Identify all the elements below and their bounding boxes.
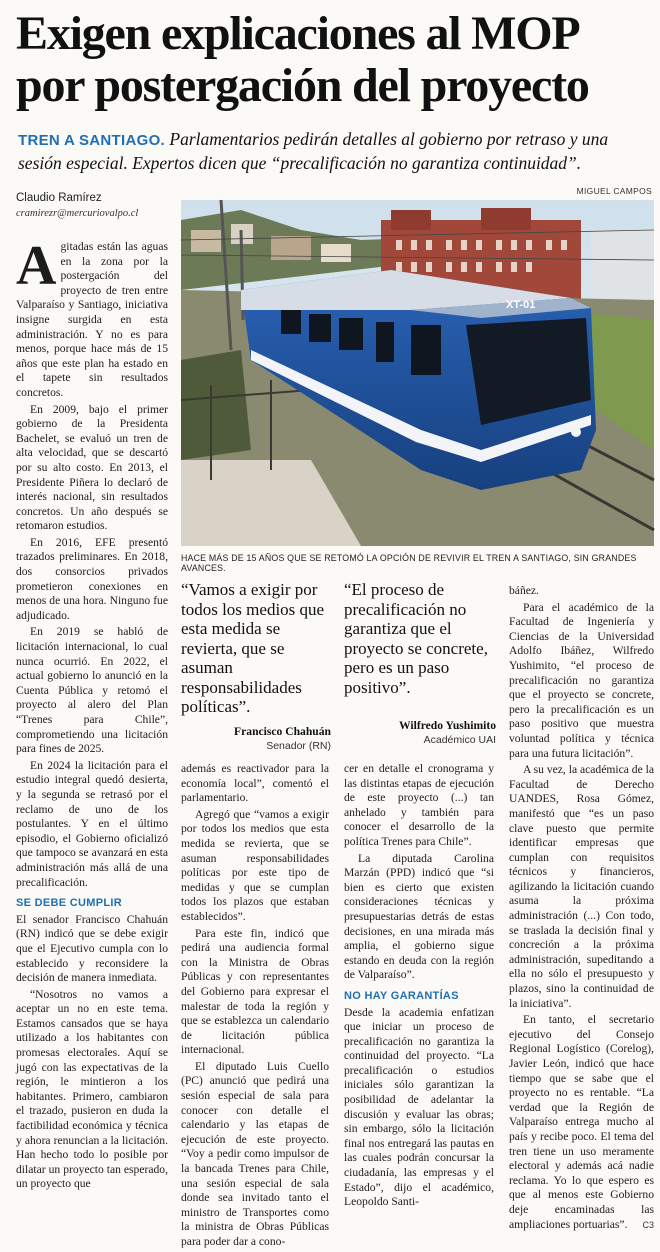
paragraph: báñez.: [509, 584, 539, 597]
paragraph: cer en detalle el cronograma y las distintas etapas de ejecución de este proyecto (...) tan anhelado y también para conocer el desarrollo de la política Trenes para Chile”.: [344, 762, 494, 848]
paragraph: En 2009, bajo el primer gobierno de la Presidenta Bachelet, se evaluó un tren de alta velocidad, que se descartó por su alto costo. En 2013, el Presidente Piñera lo declaró de interés nacional, sin resultados concretos. Un año después se retomaron estudios.: [16, 402, 168, 533]
paragraph: A su vez, la académica de la Facultad de Derecho UANDES, Rosa Gómez, manifestó que “es un paso clave puesto que permite identificar empresas que cumplan con requisitos técnicos y financieros, agilizando la licitación cuando asuma la próxima administración (...) Con todo, se traslada la decisión final y concreción a la próxima administración, supeditando a ella no sólo el presupuesto y plazos, sino la continuidad de la iniciativa”.: [509, 763, 655, 1010]
subhead-no-hay-garantias: NO HAY GARANTÍAS: [344, 989, 459, 1002]
paragraph: Para este fin, indicó que pedirá una audiencia formal con la Ministra de Obras Públicas y con representantes del Gobierno para expresar el malestar de toda la región y que se establezca un calendario de licitación pública internacional.: [181, 926, 329, 1057]
article-column-3: [344, 762, 494, 1212]
pull-quote-2-text: “El proceso de precalificación no garantiza que el proyecto se concrete, pero es un paso positivo”.: [344, 580, 488, 697]
article-column-2: [181, 762, 329, 1252]
paragraph: En 2024 la licitación para el estudio integral quedó desierta, y la segunda se retrasó por el reclamo de uno de los postulantes. Y en el último episodio, el Gobierno oficializó que tampoco se avanzará en esta administración más allá de una precalificación.: [16, 758, 168, 889]
paragraph: Desde la academia enfatizan que iniciar un proceso de precalificación no garantiza la continuidad del proyecto. “La precalificación o estudios iniciales sólo garantizan la posibilidad de adelantar la discusión y evaluar las obras; sin embargo, sólo la licitación final nos entregará las pautas en las cuales podrán concursar la ciudadanía, las empresas y el Estado”, dijo el académico, Leopoldo Santi-: [344, 1005, 494, 1209]
pull-quote-1-author: Francisco Chahuán: [234, 724, 331, 738]
train-illustration: [181, 200, 654, 546]
paragraph: El diputado Luis Cuello (PC) anunció que pedirá una sesión especial de sala para conocer con detalle el calendario y las etapas de ejecución de este proyecto. “Voy a pedir como impulsor de la bancada Trenes para Chile, una sesión especial de sala donde sea invitado tanto el ministro de Transportes como la ministra de Obras Públicas para poder dar a cono-: [181, 1059, 329, 1248]
photo-credit: MIGUEL CAMPOS: [576, 186, 652, 196]
article-column-4: [509, 584, 654, 1234]
pull-quote-1: [181, 580, 331, 753]
deck-kicker: TREN A SANTIAGO.: [18, 132, 166, 149]
article-column-1: [16, 235, 168, 1194]
train-photo: [181, 200, 654, 546]
pull-quote-2: [344, 580, 496, 747]
photo-caption: HACE MÁS DE 15 AÑOS QUE SE RETOMÓ LA OPCIÓN DE REVIVIR EL TREN A SANTIAGO, SIN GRANDES AVANCES.: [181, 553, 637, 573]
paragraph: Agregó que “vamos a exigir por todos los medios que esta medida se revierta, que se asuman responsabilidades políticas por este tipo de medidas y que se cumplan todos los plazos que estaban establecidos”.: [181, 807, 329, 923]
headline-line-2: por postergación del proyecto: [16, 59, 589, 112]
paragraph-text: gitadas están las aguas en la zona por la postergación del proyecto de tren entre Valparaíso y Santiago, iniciativa insigne surgida en esta administración. Y no es para menos, porque hace más de 15 años que este plan ha estado en el tapete sin resultados concretos.: [16, 240, 168, 399]
paragraph: Para el académico de la Facultad de Ingeniería y Ciencias de la Universidad Adolfo Ibáñez, Wilfredo Yushimito, “el proceso de precalificación no garantiza que el proyecto se concrete, pero la precalificación es un paso positivo que muestra voluntad política y técnica para una futura licitación”.: [509, 600, 654, 760]
paragraph: [509, 1013, 654, 1232]
pull-quote-2-role: Académico UAI: [423, 734, 496, 746]
paragraph: El senador Francisco Chahuán (RN) indicó que se debe exigir que el Ejecutivo cumpla con lo establecido y reconsidere la decisión de manera inmediata.: [16, 912, 168, 985]
subhead-se-debe-cumplir: SE DEBE CUMPLIR: [16, 897, 122, 910]
pull-quote-2-author: Wilfredo Yushimito: [399, 719, 496, 732]
author-email: cramirezr@mercuriovalpo.cl: [16, 208, 139, 219]
paragraph: La diputada Carolina Marzán (PPD) indicó que “si bien es cierto que existen consideraciones técnicas y presupuestarias detrás de estas decisiones, en una mirada más amplia, el gobierno sigue estando en deuda con la región de Valparaíso”.: [344, 851, 494, 982]
drop-cap: A: [16, 235, 57, 297]
pull-quote-1-text: “Vamos a exigir por todos los medios que esta medida se revierta, que se asuman responsabilidades políticas”.: [181, 580, 325, 716]
headline: [16, 8, 646, 112]
deck: [18, 128, 646, 175]
author-name: Claudio Ramírez: [16, 192, 102, 204]
paragraph: En 2019 se habló de licitación internacional, lo cual nunca ocurrió. En 2022, el actual gobierno lo anunció en la Cuenta Pública y retomó el proyecto al alero del Plan “Trenes para Chile”, comprometiendo una licitación para fines de 2025.: [16, 625, 168, 756]
paragraph: “Nosotros no vamos a aceptar un no en este tema. Estamos cansados que se haya utilizado a los habitantes con promesas electorales. Aquí se jugó con las expectativas de la región, le mintieron a los habitantes. Primero, cambiaron el trazado, pusieron en duda la factibilidad económica y técnica y ahora renuncian a la licitación. Han hecho todo lo posible por dilatar un proyecto tan esperado, un proyecto que: [16, 987, 168, 1191]
paragraph: [16, 235, 168, 401]
paragraph-text: En tanto, el secretario ejecutivo del Consejo Regional Logístico (Corelog), Javier León, indicó que hace tiempo que se sabe que el proyecto no es rentable. “La verdad que la Región de Valparaíso entrega mucho al país y recibe poco. El tema del tren tiene un uso meramente electoral y además acá nadie reclama. Yo lo que espero es que al menos este Gobierno deje encaminadas las ampliaciones portuarias”.: [509, 1013, 654, 1231]
pull-quote-1-role: Senador (RN): [266, 739, 331, 752]
deck-text: Parlamentarios pedirán detalles al gobierno por retraso y una sesión especial. Expertos dicen que “precalificación no garantiza continuidad”.: [18, 129, 609, 173]
paragraph: En 2016, EFE presentó trazados preliminares. En 2018, dos consorcios privados prometieron conexiones en menos de una hora. Ninguno fue adjudicado.: [16, 535, 168, 622]
byline: [16, 192, 176, 219]
paragraph: además es reactivador para la economía local”, comentó el parlamentario.: [181, 762, 329, 805]
end-mark: C3: [642, 1219, 654, 1230]
headline-line-1: Exigen explicaciones al MOP: [16, 7, 580, 60]
train-label: XT-01: [506, 299, 536, 311]
